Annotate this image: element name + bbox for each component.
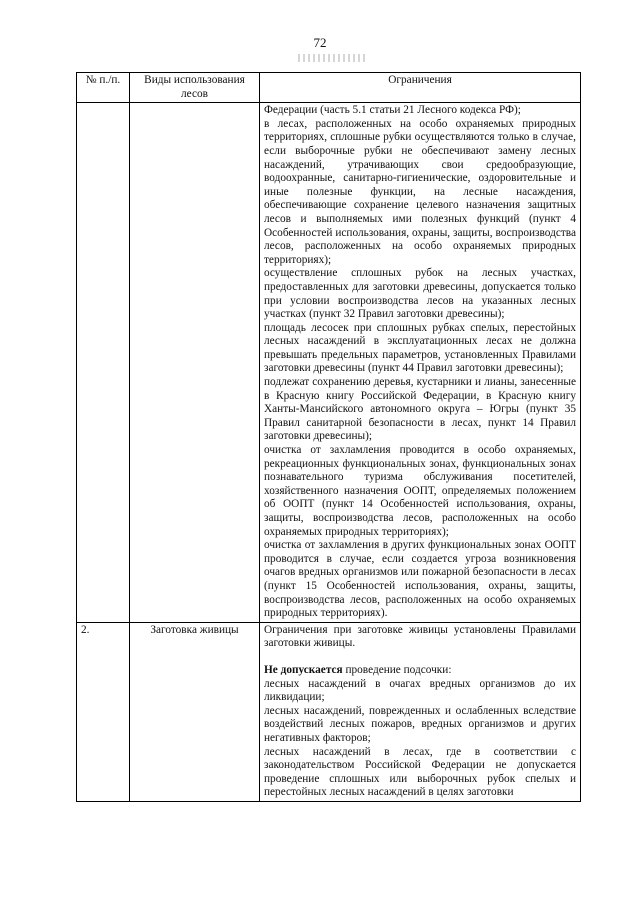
- row2-item: лесных насаждений в лесах, где в соответствии с законодательством Российской Федерации не допускается проведение сплошных или выборочных рубок спелых и перестойных лесных насаждений в целях заготовки: [264, 745, 576, 799]
- row1-paragraph: в лесах, расположенных на особо охраняемых природных территориях, сплошные рубки осуществляются только в случае, если выборочные рубки не обеспечивают замену лесных насаждений, утрачивающих свои средообразующие, водоохранные, санитарно-гигиенические, оздоровительные и иные полезные функции, на лесные насаждения, обеспечивающие сохранение целевого назначения защитных лесов и выполняемых ими полезных функций (пункт 4 Особенностей использования, охраны, защиты, воспроизводства лесов, расположенных на особо охраняемых природных территориях);: [264, 117, 576, 266]
- page-number: 72: [313, 35, 327, 50]
- header-limitations: Ограничения: [260, 73, 581, 103]
- row2-item: лесных насаждений, поврежденных и ослабленных вследствие воздействий лесных пожаров, вредных организмов и других негативных факторов;: [264, 704, 576, 744]
- row2-item: лесных насаждений в очагах вредных организмов до их ликвидации;: [264, 677, 576, 704]
- restrictions-table: [76, 72, 581, 802]
- row2-lead: [264, 664, 576, 678]
- row2-usage-type: Заготовка живицы: [130, 622, 260, 801]
- row1-limitations: [260, 103, 581, 623]
- row1-paragraph: очистка от захламления в других функциональных зонах ООПТ проводится в случае, если создается угроза возникновения очагов вредных организмов или пожарной безопасности в лесах (пункт 15 Особенностей использования, охраны, защиты, воспроизводства лесов, расположенных на особо охраняемых природных территориях).: [264, 539, 576, 620]
- row2-limitations: [260, 622, 581, 801]
- faint-stamp-mark: [298, 54, 368, 62]
- row2-number: 2.: [77, 622, 130, 801]
- table-row: [77, 622, 581, 801]
- row1-paragraph: осуществление сплошных рубок на лесных участках, предоставленных для заготовки древесины, допускается только при условии воспроизводства лесов на указанных лесных участках (пункт 32 Правил заготовки древесины);: [264, 267, 576, 321]
- row1-paragraph: очистка от захламления проводится в особо охраняемых, рекреационных функциональных зонах, функциональных зонах познавательного туризма обслуживания посетителей, хозяйственного назначения ООПТ, определяемых положением об ООПТ (пункт 14 Особенностей использования, охраны, защиты, воспроизводства лесов, расположенных на особо охраняемых природных территориях);: [264, 444, 576, 538]
- paragraph-spacer: [264, 651, 576, 664]
- row1-number: [77, 103, 130, 623]
- row1-paragraph: площадь лесосек при сплошных рубках спелых, перестойных лесных насаждений в эксплуатационных лесах не должна превышать предельных параметров, установленных Правилами заготовки древесины (пункт 44 Правил заготовки древесины);: [264, 321, 576, 375]
- header-number: № п./п.: [77, 73, 130, 103]
- row2-lead-rest: проведение подсочки:: [342, 663, 452, 676]
- table-header-row: [77, 73, 581, 103]
- row2-lead-bold: Не допускается: [264, 663, 343, 676]
- row2-intro: Ограничения при заготовке живицы установлены Правилами заготовки живицы.: [264, 623, 576, 650]
- header-usage-type: Виды использования лесов: [130, 73, 260, 103]
- row1-paragraph: подлежат сохранению деревья, кустарники и лианы, занесенные в Красную книгу Российской Федерации, в Красную книгу Ханты-Мансийского автономного округа – Югры (пункт 35 Правил санитарной безопасности в лесах, пункт 14 Правил заготовки древесины);: [264, 376, 576, 443]
- table-row: [77, 103, 581, 623]
- row1-usage-type: [130, 103, 260, 623]
- row1-paragraph: Федерации (часть 5.1 статьи 21 Лесного кодекса РФ);: [264, 104, 521, 117]
